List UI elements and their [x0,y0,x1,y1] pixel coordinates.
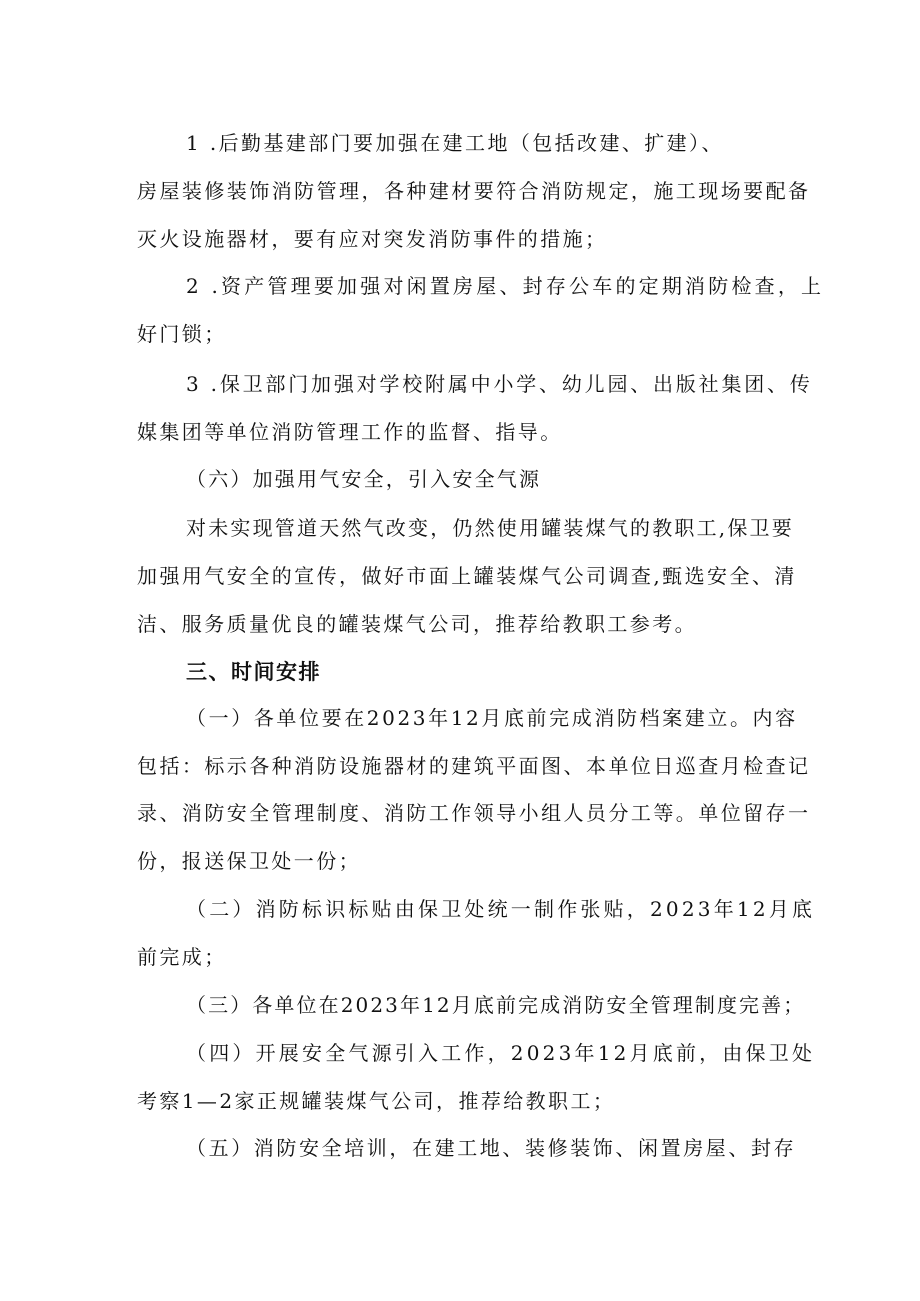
paragraph-line: 考察1—2家正规罐装煤气公司，推荐给教职工； [137,1089,616,1113]
paragraph-line: 2 .资产管理要加强对闲置房屋、封存公车的定期消防检查，上 [186,274,825,298]
paragraph-line: 房屋装修装饰消防管理，各种建材要符合消防规定，施工现场要配备 [137,179,811,203]
paragraph-line: （三）各单位在2023年12月底前完成消防安全管理制度完善； [186,993,806,1017]
paragraph-line: （五）消防安全培训，在建工地、装修装饰、闲置房屋、封存 [186,1136,797,1160]
paragraph-line: 前完成； [137,945,227,969]
paragraph-line: 3 .保卫部门加强对学校附属中小学、幼儿园、出版社集团、传 [186,372,813,396]
paragraph-line: （一）各单位要在2023年12月底前完成消防档案建立。内容 [186,706,798,730]
paragraph-line: 灭火设施器材，要有应对突发消防事件的措施； [137,227,608,251]
paragraph-line: （四）开展安全气源引入工作，2023年12月底前，由保卫处 [186,1041,816,1065]
paragraph-line: 好门锁； [137,322,227,346]
paragraph-line: 份，报送保卫处一份； [137,849,361,873]
paragraph-line: 媒集团等单位消防管理工作的监督、指导。 [137,420,563,444]
paragraph-line: 1 .后勤基建部门要加强在建工地（包括改建、扩建）、 [186,131,724,155]
section-subheading: （六）加强用气安全，引入安全气源 [186,467,542,491]
paragraph-line: 包括：标示各种消防设施器材的建筑平面图、本单位日巡查月检查记 [137,754,811,778]
paragraph-line: 洁、服务质量优良的罐装煤气公司，推荐给教职工参考。 [137,612,697,636]
paragraph-line: 录、消防安全管理制度、消防工作领导小组人员分工等。单位留存一 [137,801,811,825]
paragraph-line: （二）消防标识标贴由保卫处统一制作张贴，2023年12月底 [186,897,816,921]
paragraph-line: 对未实现管道天然气改变，仍然使用罐装煤气的教职工,保卫要 [186,516,794,540]
paragraph-line: 加强用气安全的宣传，做好市面上罐装煤气公司调查,甄选安全、清 [137,564,797,588]
section-heading: 三、时间安排 [186,660,321,684]
